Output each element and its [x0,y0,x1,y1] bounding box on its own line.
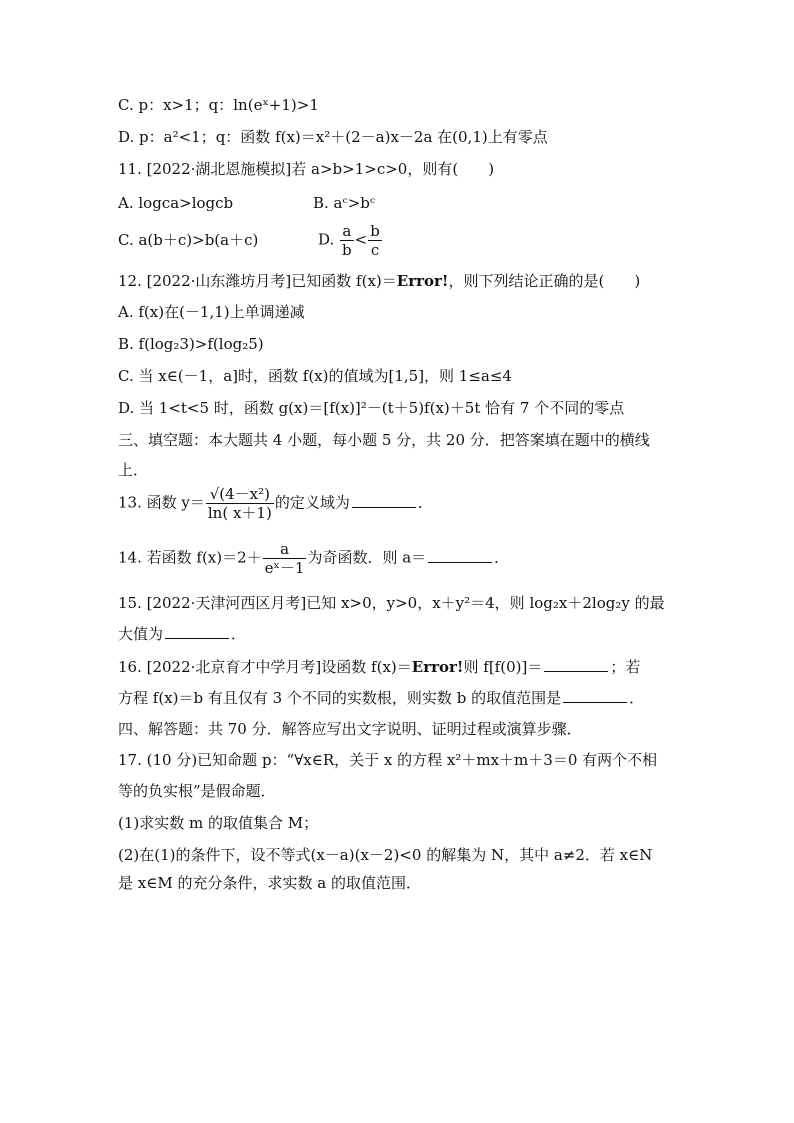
option-a-11: A. logca>logcb [118,194,234,212]
fraction-numerator: a [340,222,354,241]
fraction-b-over-c [368,222,382,259]
question-12-stem: 12. [2022·山东潍坊月考]已知函数 f(x)＝ [118,272,397,290]
option-b-11: B. aᶜ>bᶜ [313,194,376,212]
option-a-12: A. f(x)在(－1,1)上单调递减 [118,303,305,321]
option-d-12: D. 当 1<t<5 时，函数 g(x)＝[f(x)]²－(t＋5)f(x)＋5t 恰有 7 个不同的零点 [118,399,625,417]
question-16-cont [118,688,644,708]
question-14 [118,540,509,577]
question-11: 11. [2022·湖北恩施模拟]若 a>b>1>c>0，则有( ) [118,160,495,178]
question-16-stem: 16. [2022·北京育才中学月考]设函数 f(x)＝ [118,658,412,676]
question-15: 15. [2022·天津河西区月考]已知 x>0，y>0，x＋y²＝4，则 log₂x＋2log₂y 的最 [118,594,665,612]
question-17-cont: 等的负实根”是假命题． [118,782,276,800]
question-12 [118,271,640,291]
question-13-tail: 的定义域为 [274,493,350,512]
question-16-tail: 方程 f(x)＝b 有且仅有 3 个不同的实数根，则实数 b 的取值范围是 [118,689,562,707]
question-14-tail: 为奇函数．则 a＝ [307,548,427,567]
question-15-tail: 大值为 [118,625,164,643]
fraction-numerator: b [370,222,380,240]
question-16-end: ；若 [610,658,641,676]
option-d-11-prefix: D. [318,230,335,249]
less-than-sign: < [354,230,368,249]
period: ． [417,493,433,512]
fraction-denominator: ln( x＋1) [207,504,272,522]
error-marker: Error! [396,272,449,290]
question-17-part-1: (1)求实数 m 的取值集合 M； [118,814,319,832]
question-17-part-2-cont: 是 x∈M 的充分条件，求实数 a 的取值范围． [118,874,421,892]
section-3-heading-cont: 上． [118,461,149,479]
question-15-cont [118,624,246,644]
option-d-11 [318,222,383,259]
fraction-denominator: b [342,241,352,259]
fraction-q13 [206,485,274,522]
fraction-denominator: c [370,241,380,259]
answer-blank-16b[interactable] [563,688,627,703]
option-c-11: C. a(b＋c)>b(a＋c) [118,231,259,249]
period: ． [629,689,645,707]
option-b-12: B. f(log₂3)>f(log₂5) [118,335,264,353]
question-17: 17. (10 分)已知命题 p：“∀x∈R，关于 x 的方程 x²＋mx＋m＋3＝0 有两个不相 [118,751,658,769]
answer-blank-14[interactable] [428,548,492,563]
answer-blank-13[interactable] [352,493,416,508]
option-c-12: C. 当 x∈(－1，a]时，函数 f(x)的值域为[1,5]，则 1≤a≤4 [118,367,512,385]
fraction-q14 [263,540,307,577]
option-c-10: C. p：x>1；q：ln(eˣ+1)>1 [118,96,319,114]
answer-blank-15[interactable] [165,624,229,639]
question-13 [118,485,433,522]
question-16 [118,657,640,677]
fraction-numerator: √(4－x²) [206,485,274,504]
section-4-heading: 四、解答题：共 70 分．解答应写出文字说明、证明过程或演算步骤． [118,720,582,738]
period: ． [231,625,247,643]
option-d-10: D. p：a²<1；q：函数 f(x)＝x²＋(2－a)x－2a 在(0,1)上有零点 [118,128,548,146]
question-14-stem: 14. 若函数 f(x)＝2＋ [118,548,262,567]
error-marker: Error! [411,658,464,676]
question-13-stem: 13. 函数 y＝ [118,493,205,512]
fraction-denominator: eˣ－1 [264,559,305,577]
section-3-heading: 三、填空题：本大题共 4 小题，每小题 5 分，共 20 分．把答案填在题中的横线 [118,431,650,449]
fraction-a-over-b [340,222,354,259]
question-12-end: ，则下列结论正确的是( ) [448,272,641,290]
fraction-numerator: a [263,540,307,559]
question-17-part-2: (2)在(1)的条件下，设不等式(x－a)(x－2)<0 的解集为 N，其中 a≠2．若 x∈N [118,846,653,864]
period: ． [494,548,510,567]
question-16-mid: 则 f[f(0)]＝ [463,658,543,676]
answer-blank-16a[interactable] [544,657,608,672]
